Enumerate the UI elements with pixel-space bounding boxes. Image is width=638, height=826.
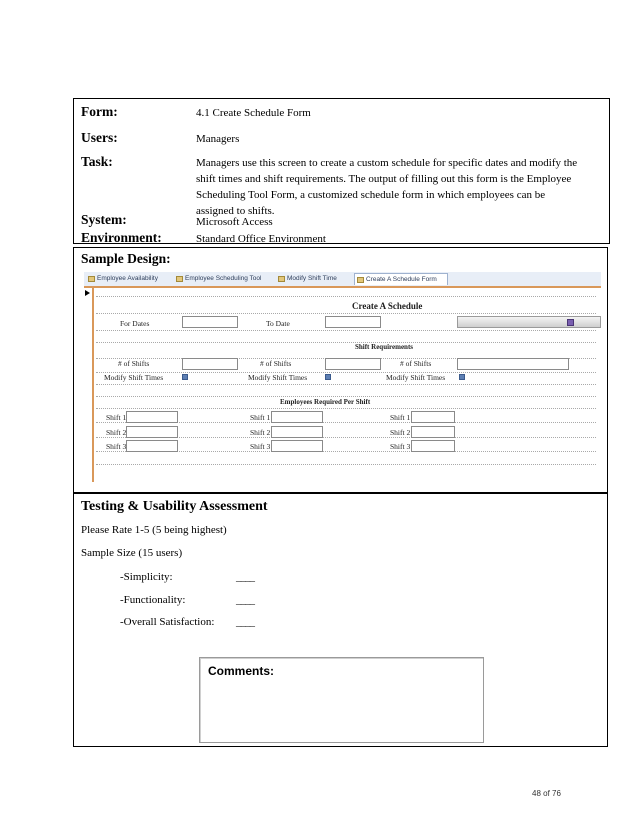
form-icon [88,276,95,282]
functionality-blank: ____ [236,594,254,606]
shift-3-label-col1: Shift 3 [106,442,127,451]
task-line-2: shift times and shift requirements. The output of filling out this form is the Employee [196,173,572,185]
modify-shift-times-label-3: Modify Shift Times [386,373,446,382]
num-shifts-label-2: # of Shifts [260,359,292,368]
tab-accent-line [84,286,601,288]
shift-1-label-col3: Shift 1 [390,413,411,422]
access-form-screenshot [84,272,601,482]
grid-line [96,342,596,343]
tab-employee-scheduling-tool[interactable]: Employee Scheduling Tool [174,273,274,285]
shift-requirements-heading: Shift Requirements [355,343,414,351]
tab-employee-availability[interactable]: Employee Availability [86,273,172,285]
save-button[interactable] [457,316,601,328]
shift-3-label-col3: Shift 3 [390,442,411,451]
to-date-label: To Date [266,319,290,328]
num-shifts-label-3: # of Shifts [400,359,432,368]
task-label: Task: [81,154,113,169]
for-dates-label: For Dates [120,319,150,328]
modify-shift-times-label-2: Modify Shift Times [248,373,308,382]
modify-shift-times-checkbox-1[interactable] [182,374,188,380]
modify-shift-times-label-1: Modify Shift Times [104,373,164,382]
rating-instructions: Please Rate 1-5 (5 being highest) [81,524,227,536]
shift-1-input-col3[interactable] [411,411,455,423]
grid-line [96,313,596,314]
record-selector-arrow-icon[interactable] [85,290,90,296]
users-label: Users: [81,130,118,145]
shift-2-label-col1: Shift 2 [106,428,127,437]
environment-value: Standard Office Environment [196,233,326,244]
shift-2-label-col3: Shift 2 [390,428,411,437]
shift-1-label-col1: Shift 1 [106,413,127,422]
form-title: Create A Schedule [352,301,423,311]
form-icon [278,276,285,282]
shift-3-input-col2[interactable] [271,440,323,452]
record-selector-bar [92,288,94,482]
tab-create-a-schedule-form[interactable]: Create A Schedule Form [354,273,448,285]
form-tab-bar [84,272,601,287]
comments-box[interactable] [199,657,484,743]
num-shifts-input-3[interactable] [457,358,569,370]
shift-2-input-col1[interactable] [126,426,178,438]
grid-line [96,330,596,331]
grid-line [96,396,596,397]
shift-1-input-col1[interactable] [126,411,178,423]
modify-shift-times-checkbox-2[interactable] [325,374,331,380]
num-shifts-input-1[interactable] [182,358,238,370]
sample-design-heading: Sample Design: [81,251,171,266]
num-shifts-input-2[interactable] [325,358,381,370]
save-icon [567,319,574,326]
shift-3-label-col2: Shift 3 [250,442,271,451]
employees-required-heading: Employees Required Per Shift [280,398,371,406]
shift-2-input-col3[interactable] [411,426,455,438]
shift-2-label-col2: Shift 2 [250,428,271,437]
grid-line [96,464,596,465]
system-value: Microsoft Access [196,216,273,228]
form-icon [357,277,364,283]
grid-line [96,296,596,297]
grid-line [96,384,596,385]
task-description [196,155,606,219]
shift-3-input-col1[interactable] [126,440,178,452]
form-label: Form: [81,104,118,119]
shift-2-input-col2[interactable] [271,426,323,438]
page-number: 48 of 76 [532,789,561,798]
task-line-1: Managers use this screen to create a custom schedule for specific dates and modify the [196,157,578,169]
for-dates-input[interactable] [182,316,238,328]
system-label: System: [81,212,127,227]
functionality-label: -Functionality: [120,594,186,606]
form-icon [176,276,183,282]
simplicity-blank: ____ [236,571,254,583]
grid-line [96,372,596,373]
grid-line [96,408,596,409]
testing-heading: Testing & Usability Assessment [81,499,268,514]
shift-1-label-col2: Shift 1 [250,413,271,422]
tab-modify-shift-time[interactable]: Modify Shift Time [276,273,352,285]
info-table [73,98,610,244]
sample-size: Sample Size (15 users) [81,547,183,559]
task-line-3: Scheduling Tool Form, a customized schedule form in which employees can be [196,189,546,201]
environment-label: Environment: [81,230,162,244]
users-value: Managers [196,133,240,145]
shift-3-input-col3[interactable] [411,440,455,452]
task-line-4: assigned to shifts. [196,205,275,217]
comments-label: Comments: [208,664,275,678]
overall-satisfaction-label: -Overall Satisfaction: [120,616,215,628]
overall-satisfaction-blank: ____ [236,616,254,628]
to-date-input[interactable] [325,316,381,328]
shift-1-input-col2[interactable] [271,411,323,423]
modify-shift-times-checkbox-3[interactable] [459,374,465,380]
simplicity-label: -Simplicity: [120,571,173,583]
form-value: 4.1 Create Schedule Form [196,107,311,119]
num-shifts-label-1: # of Shifts [118,359,150,368]
